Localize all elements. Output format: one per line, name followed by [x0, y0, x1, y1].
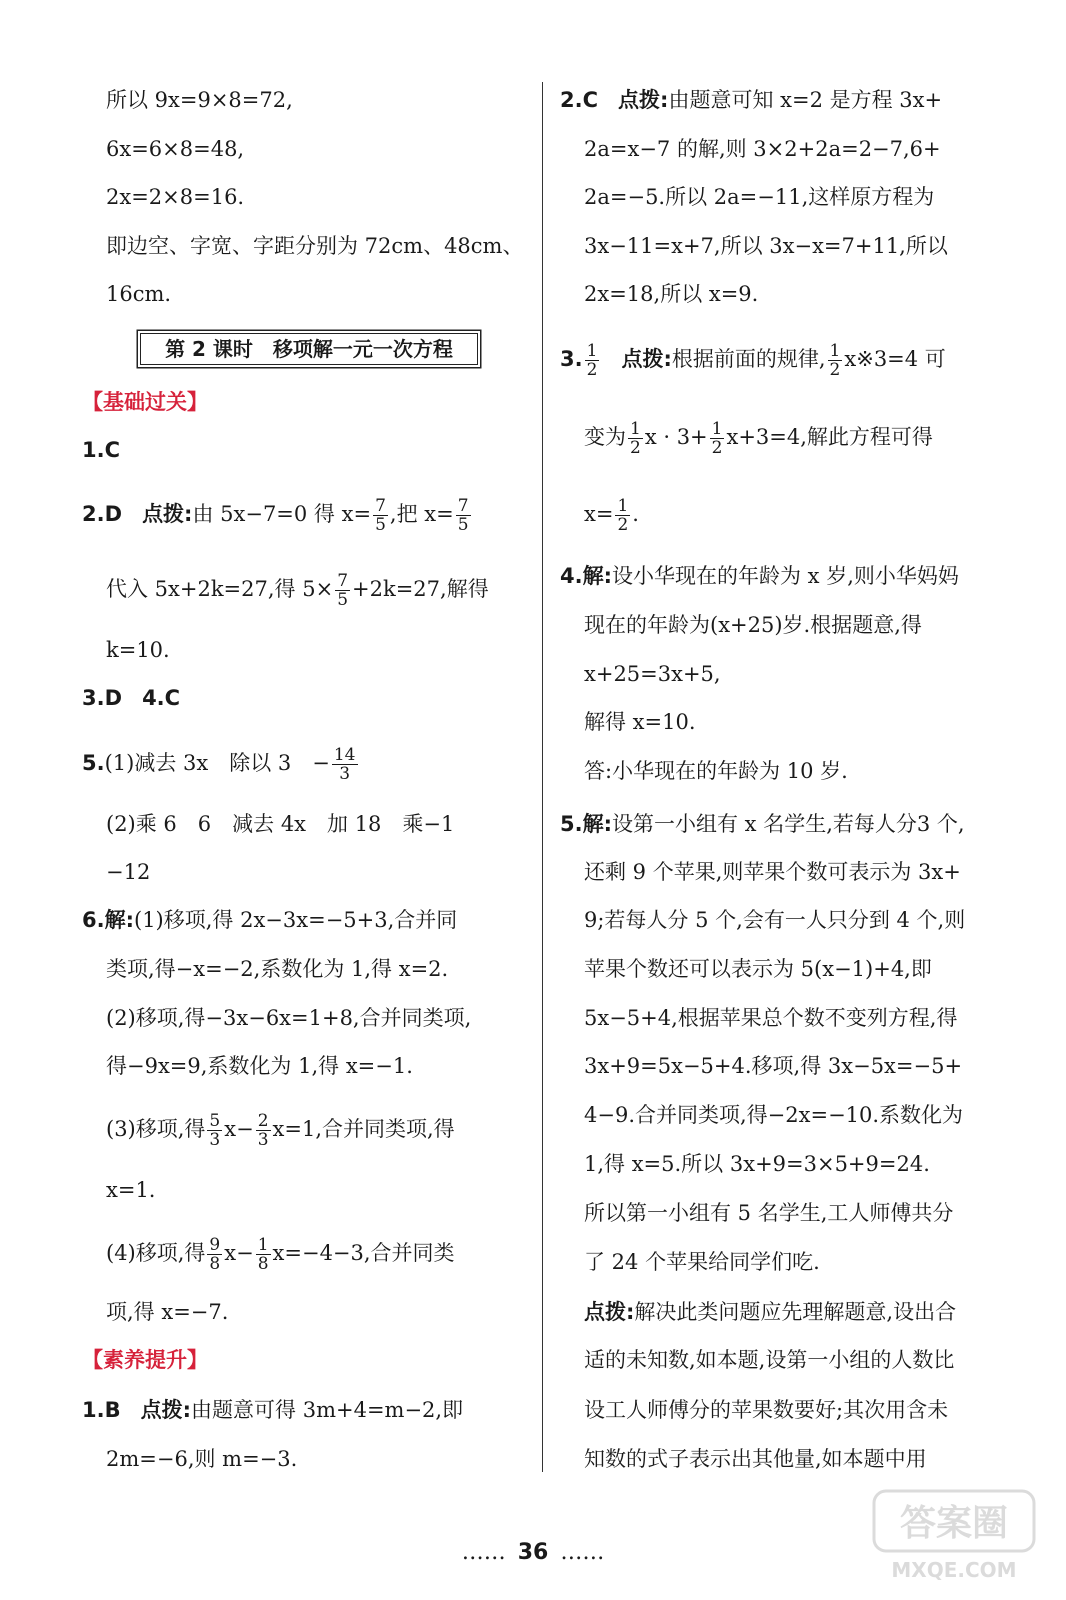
question-number: 4. [560, 564, 583, 588]
text: 解决此类问题应先理解题意,设出合 [634, 1300, 957, 1324]
text-line: 知数的式子表示出其他量,如本题中用 [584, 1447, 927, 1471]
text: (1)移项,得 2x−3x=−5+3,合并同 [134, 908, 458, 932]
section-tag-basic: 【基础过关】 [82, 390, 208, 414]
fraction [207, 1236, 222, 1273]
watermark-text-top: 答案圈 [899, 1503, 1009, 1544]
text-line: 现在的年龄为(x+25)岁.根据题意,得 [584, 613, 922, 637]
text-line: 解得 x=10. [584, 710, 696, 734]
text: x=1,合并同类项,得 [272, 1117, 455, 1141]
fraction [615, 497, 630, 534]
text-line: 2a=x−7 的解,则 3×2+2a=2−7,6+ [584, 137, 941, 161]
watermark-logo [870, 1485, 1040, 1585]
question-number: 6. [82, 908, 105, 932]
text-line: 所以第一小组有 5 名学生,工人师傅共分 [584, 1201, 954, 1225]
denominator: 8 [257, 1254, 269, 1274]
footer-dots-right: …… [560, 1540, 605, 1565]
denominator: 2 [829, 360, 841, 380]
answer-letter: B [104, 1398, 121, 1422]
answer-3-right [560, 342, 946, 379]
fraction [628, 420, 643, 457]
text: 代入 5x+2k=27,得 5× [106, 577, 334, 601]
text-line: (2)乘 6 6 减去 4x 加 18 乘−1 [106, 812, 455, 836]
answer-letter: D [104, 686, 123, 710]
text: (4)移项,得 [106, 1241, 206, 1265]
hint-label: 点拨: [618, 88, 669, 112]
answer-3-4 [82, 684, 180, 712]
numerator: 1 [257, 1235, 269, 1255]
numerator: 2 [257, 1111, 269, 1131]
denominator: 8 [209, 1254, 221, 1274]
hint-label: 点拨: [140, 1398, 192, 1422]
answer-6-part-4 [106, 1236, 455, 1273]
numerator: 7 [375, 496, 386, 516]
fraction [585, 342, 600, 379]
answer-2-right [560, 86, 942, 114]
text-line: 1,得 x=5.所以 3x+9=3×5+9=24. [584, 1152, 930, 1176]
numerator: 9 [209, 1235, 221, 1255]
text-line: 即边空、字宽、字距分别为 72cm、48cm、 [106, 234, 524, 258]
text: 设小华现在的年龄为 x 岁,则小华妈妈 [612, 564, 959, 588]
text: +2k=27,解得 [352, 577, 489, 601]
denominator: 3 [339, 764, 351, 784]
question-number: 3. [560, 347, 583, 371]
fraction [335, 572, 350, 609]
question-number: 4. [142, 686, 165, 710]
text: x · 3+ [644, 425, 708, 449]
page-number: 36 [517, 1540, 549, 1565]
text-line: 2m=−6,则 m=−3. [106, 1447, 298, 1471]
answer-6 [82, 906, 457, 934]
text: x= [584, 502, 614, 526]
text: ,把 x= [389, 502, 454, 526]
numerator: 1 [829, 341, 841, 361]
answer-6-part-3 [106, 1112, 455, 1149]
denominator: 5 [337, 590, 349, 610]
denominator: 2 [711, 438, 723, 458]
numerator: 1 [617, 496, 629, 516]
numerator: 1 [711, 419, 723, 439]
answer-letter: C [582, 88, 599, 112]
denominator: 2 [586, 360, 598, 380]
text-line: x+25=3x+5, [584, 662, 721, 686]
text-line: 得−9x=9,系数化为 1,得 x=−1. [106, 1054, 413, 1078]
text-line: 9;若每人分 5 个,会有一人只分到 4 个,则 [584, 908, 966, 932]
section-title: 第 2 课时 移项解一元一次方程 [165, 337, 453, 361]
text-line: k=10. [106, 638, 170, 662]
text: 由题意可知 x=2 是方程 3x+ [668, 88, 943, 112]
watermark-text-bottom: MXQE.COM [891, 1558, 1017, 1582]
question-number: 5. [560, 812, 583, 836]
question-number: 2. [560, 88, 583, 112]
numerator: 7 [337, 571, 349, 591]
fraction [332, 746, 358, 783]
numerator: 5 [209, 1111, 221, 1131]
section-title-box [140, 333, 478, 365]
fraction [456, 497, 471, 534]
text-line: 6x=6×8=48, [106, 137, 245, 161]
answer-5-right [560, 810, 965, 838]
question-number: 1. [82, 1398, 105, 1422]
text-line: −12 [106, 860, 151, 884]
text-line: x=1. [106, 1178, 156, 1202]
text-line: 项,得 x=−7. [106, 1300, 229, 1324]
answer-2-line-2 [106, 572, 489, 609]
denominator: 3 [257, 1130, 269, 1150]
solve-label: 解: [104, 908, 134, 932]
text: (3)移项,得 [106, 1117, 206, 1141]
fraction [710, 420, 725, 457]
text-line: 5x−5+4,根据苹果总个数不变列方程,得 [584, 1006, 958, 1030]
text: . [632, 502, 639, 526]
fraction [828, 342, 843, 379]
hint-label: 点拨: [584, 1300, 635, 1324]
denominator: 5 [457, 515, 469, 535]
text-line: 苹果个数还可以表示为 5(x−1)+4,即 [584, 957, 932, 981]
text-line: 还剩 9 个苹果,则苹果个数可表示为 3x+ [584, 860, 961, 884]
text: x=−4−3,合并同类 [272, 1241, 455, 1265]
answer-letter: C [104, 438, 121, 462]
text-line: 2x=2×8=16. [106, 185, 245, 209]
numerator: 14 [333, 745, 356, 765]
text-line: 3x+9=5x−5+4.移项,得 3x−5x=−5+ [584, 1054, 963, 1078]
hint-label: 点拨: [621, 347, 672, 371]
advanced-answer-1 [82, 1396, 463, 1424]
answer-2 [82, 497, 473, 534]
text: 变为 [584, 425, 626, 449]
text-line: 设工人师傅分的苹果数要好;其次用含未 [584, 1398, 949, 1422]
denominator: 5 [375, 515, 386, 535]
answer-letter: D [104, 502, 123, 526]
text: x− [224, 1117, 254, 1141]
hint-label: 点拨: [142, 502, 193, 526]
answer-5 [82, 746, 360, 783]
text-line: 3x−11=x+7,所以 3x−x=7+11,所以 [584, 234, 948, 258]
text: 由题意可得 3m+4=m−2,即 [191, 1398, 464, 1422]
question-number: 2. [82, 502, 105, 526]
text-line: 2x=18,所以 x=9. [584, 282, 759, 306]
text-line: 适的未知数,如本题,设第一小组的人数比 [584, 1348, 955, 1372]
footer-dots-left: …… [461, 1540, 506, 1565]
solve-label: 解: [582, 564, 612, 588]
text: x※3=4 可 [844, 347, 946, 371]
answer-1 [82, 436, 120, 464]
text: 由 5x−7=0 得 x= [192, 502, 372, 526]
answer-3-right-line-3 [584, 497, 639, 534]
question-number: 3. [82, 686, 105, 710]
text: 设第一小组有 x 名学生,若每人分3 个, [612, 812, 965, 836]
answer-3-right-line-2 [584, 420, 933, 457]
fraction [256, 1236, 271, 1273]
section-tag-advanced: 【素养提升】 [82, 1348, 208, 1372]
question-number: 5. [82, 751, 105, 775]
text-line: 答:小华现在的年龄为 10 岁. [584, 759, 848, 783]
text-line: 了 24 个苹果给同学们吃. [584, 1250, 820, 1274]
text-line: 类项,得−x=−2,系数化为 1,得 x=2. [106, 957, 449, 981]
numerator: 7 [457, 496, 469, 516]
question-number: 1. [82, 438, 105, 462]
numerator: 1 [630, 419, 641, 439]
denominator: 2 [630, 438, 641, 458]
answer-letter: C [164, 686, 181, 710]
text-line: 2a=−5.所以 2a=−11,这样原方程为 [584, 185, 935, 209]
column-divider [542, 82, 543, 1472]
text: x+3=4,解此方程可得 [726, 425, 933, 449]
text-line: 4−9.合并同类项,得−2x=−10.系数化为 [584, 1103, 964, 1127]
text: (1)减去 3x 除以 3 − [104, 751, 330, 775]
text-line: (2)移项,得−3x−6x=1+8,合并同类项, [106, 1006, 472, 1030]
fraction [256, 1112, 271, 1149]
text: x− [224, 1241, 254, 1265]
text: 根据前面的规律, [671, 347, 826, 371]
denominator: 3 [209, 1130, 221, 1150]
denominator: 2 [617, 515, 629, 535]
text-line: 16cm. [106, 282, 172, 306]
numerator: 1 [586, 341, 598, 361]
answer-4-right [560, 562, 959, 590]
hint-paragraph [584, 1298, 956, 1326]
text-line: 所以 9x=9×8=72, [106, 88, 293, 112]
fraction [373, 497, 388, 534]
fraction [207, 1112, 222, 1149]
solve-label: 解: [582, 812, 612, 836]
